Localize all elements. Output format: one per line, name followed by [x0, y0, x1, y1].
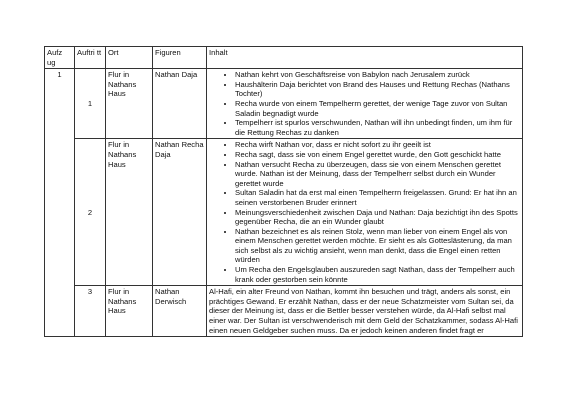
scene-overview-table — [44, 46, 523, 337]
inhalt-cell — [207, 69, 523, 139]
list-item: • Nathan bezeichnet es als reinen Stolz, wenn man lieber von einem Engel als von einem Menschen gerettet werden möchte. Er sieht es als Gotteslästerung, da man sich selbst als zu wichtig ansieht, wenn man denkt, dass die Engel einen retten würden — [235, 227, 520, 265]
figuren-cell: Nathan Recha Daja — [153, 139, 207, 286]
table-row — [45, 139, 523, 286]
inhalt-cell — [207, 286, 523, 337]
list-item: • Recha wurde von einem Tempelherrn gerettet, der wenige Tage zuvor von Sultan Saladin begnadigt wurde — [235, 99, 520, 118]
figuren-cell: Nathan Derwisch — [153, 286, 207, 337]
list-item: • Recha sagt, dass sie von einem Engel gerettet wurde, den Gott geschickt hatte — [235, 150, 520, 160]
table-row — [45, 69, 523, 139]
header-ort: Ort — [106, 47, 153, 69]
header-auftritt: Auftri tt — [75, 47, 106, 69]
header-figuren: Figuren — [153, 47, 207, 69]
ort-cell: Flur in Nathans Haus — [106, 69, 153, 139]
inhalt-paragraph: Al-Hafi, ein alter Freund von Nathan, kommt ihn besuchen und trägt, anders als sonst, ein prächtiges Gewand. Er erzählt Nathan, dass er der neue Schatzmeister vom Sultan sei, da dieser der Meinung ist, dass er die Bettler besser verstehen würde, da Al-Hafi selbst mal einer war. Der Sultan ist verschwenderisch mit dem Geld der Schatzkammer, sodass Al-Hafi einen neuen Geldgeber suchen muss. Da er jedoch keinen anderen findet fragt er — [209, 287, 518, 335]
inhalt-bullet-list — [209, 70, 520, 137]
ort-cell: Flur in Nathans Haus — [106, 139, 153, 286]
list-item: • Nathan versucht Recha zu überzeugen, dass sie von einem Menschen gerettet wurde. Nathan ist der Meinung, dass der Tempelherr selbst durch ein Wunder gerettet wurde — [235, 160, 520, 189]
auftritt-cell: 1 — [75, 69, 106, 139]
header-inhalt: Inhalt — [207, 47, 523, 69]
list-item: • Um Recha den Engelsglauben auszureden sagt Nathan, dass der Tempelherr auch krank oder gestorben sein könnte — [235, 265, 520, 284]
aufzug-cell: 1 — [45, 69, 75, 337]
list-item: • Tempelherr ist spurlos verschwunden, Nathan will ihn unbedingt finden, um ihm für die Rettung Rechas zu danken — [235, 118, 520, 137]
auftritt-cell: 2 — [75, 139, 106, 286]
list-item: • Recha wirft Nathan vor, dass er nicht sofort zu ihr geeilt ist — [235, 140, 520, 150]
ort-cell: Flur in Nathans Haus — [106, 286, 153, 337]
list-item: • Meinungsverschiedenheit zwischen Daja und Nathan: Daja bezichtigt ihn des Spotts gegenüber Recha, die an ein Wunder glaubt — [235, 208, 520, 227]
list-item: • Haushälterin Daja berichtet von Brand des Hauses und Rettung Rechas (Nathans Tochter) — [235, 80, 520, 99]
table-header-row — [45, 47, 523, 69]
inhalt-bullet-list — [209, 140, 520, 284]
figuren-cell: Nathan Daja — [153, 69, 207, 139]
header-aufzug: Aufz ug — [45, 47, 75, 69]
list-item: • Sultan Saladin hat da erst mal einen Tempelherrn freigelassen. Grund: Er hat ihn an seinen verstorbenen Bruder erinnert — [235, 188, 520, 207]
auftritt-cell: 3 — [75, 286, 106, 337]
table-row — [45, 286, 523, 337]
inhalt-cell — [207, 139, 523, 286]
list-item: • Nathan kehrt von Geschäftsreise von Babylon nach Jerusalem zurück — [235, 70, 520, 80]
